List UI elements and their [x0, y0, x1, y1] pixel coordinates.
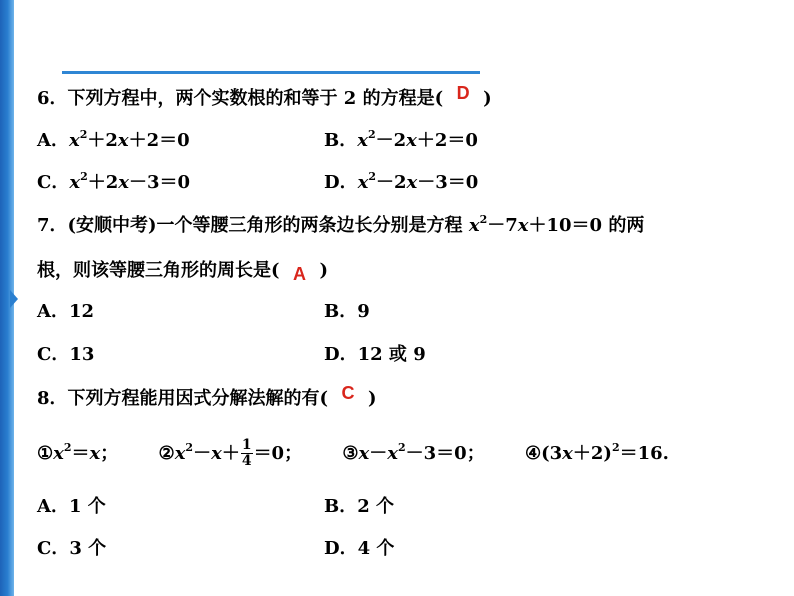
q6-stem: 6．下列方程中，两个实数根的和等于 2 的方程是( D )	[37, 83, 492, 109]
fraction-one-quarter: $\frac{1}{4}$	[241, 437, 252, 469]
q6-option-c: C．$x^2+2x-3=0$	[37, 170, 191, 193]
q7-stem-line1: 7．(安顺中考)一个等腰三角形的两条边长分别是方程 $x^2-7x+10=0$ 的两	[37, 213, 645, 236]
q8-equation-1: $①x^2=x$；	[37, 440, 119, 464]
q8-equation-3: $③x-x^2-3=0$；	[342, 440, 485, 464]
q8-answer: C	[341, 383, 355, 403]
header-rule	[62, 71, 480, 74]
q7-option-d: D．12 或 9	[324, 344, 426, 365]
q8-option-b: B．2 个	[324, 496, 395, 517]
q8-option-c: C．3 个	[37, 538, 107, 559]
q8-options-row2	[37, 537, 737, 561]
q8-options-row1	[37, 495, 737, 519]
q7-option-a: A．12	[37, 301, 95, 322]
q7-option-b: B．9	[324, 301, 370, 322]
q7-answer: A	[293, 264, 307, 284]
q6-options-row2	[37, 171, 737, 195]
q8-stem: 8．下列方程能用因式分解法解的有( C )	[37, 383, 377, 409]
q7-equation: $x^2-7x+10=0$	[468, 213, 603, 236]
q6-option-b: B．$x^2-2x+2=0$	[324, 128, 478, 151]
q6-option-a: A．$x^2+2x+2=0$	[37, 128, 190, 151]
q7-option-c: C．13	[37, 344, 95, 365]
q7-options-row2	[37, 343, 737, 367]
q7-options-row1	[37, 300, 737, 324]
q6-answer: D	[456, 83, 470, 103]
q8-option-d: D．4 个	[324, 538, 395, 559]
q8-equation-4: $④(3x+2)^2=16$.	[524, 440, 669, 464]
q7-stem-line2: 根，则该等腰三角形的周长是( A )	[37, 260, 329, 284]
sidebar-arrow-icon	[10, 290, 18, 308]
q6-option-d: D．$x^2-2x-3=0$	[324, 170, 479, 193]
q8-equations-row	[37, 438, 669, 469]
q8-equation-2: $②x^2-x+$ $\frac{1}{4}$ ＝0；	[158, 437, 303, 469]
q6-options-row1	[37, 129, 737, 153]
q8-option-a: A．1 个	[37, 496, 106, 517]
